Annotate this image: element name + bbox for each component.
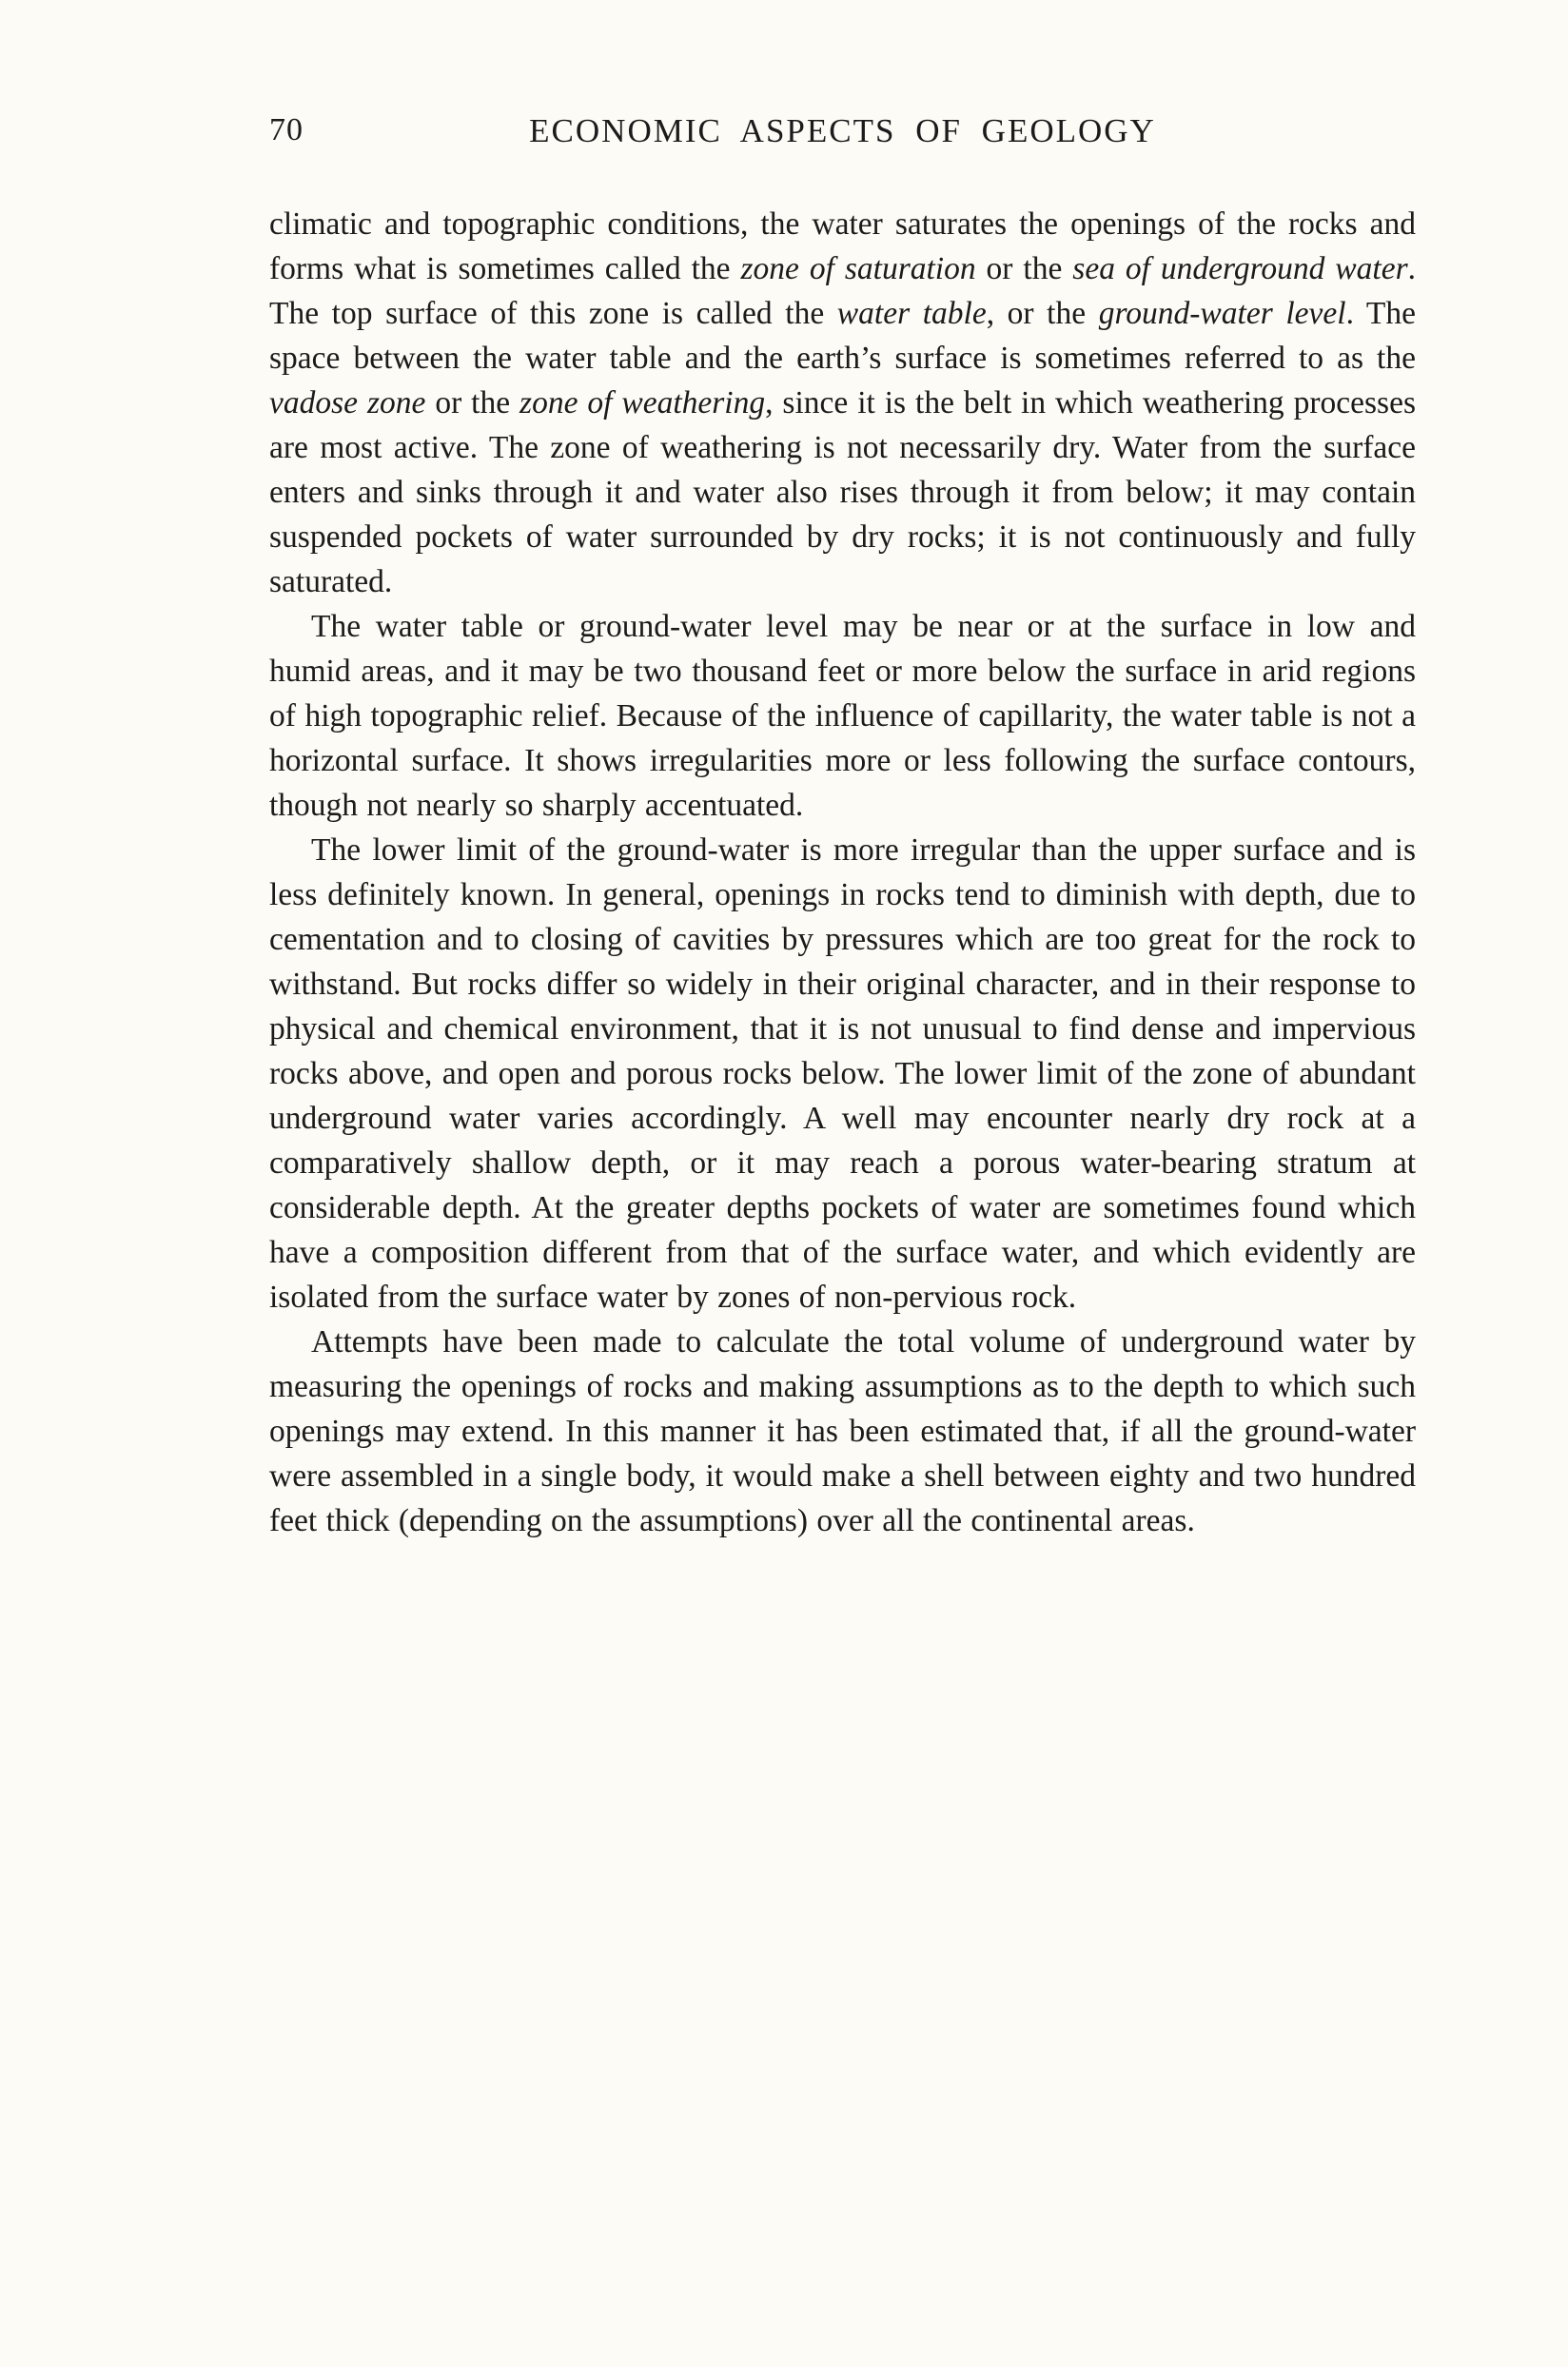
paragraph xyxy=(269,202,1416,604)
page-body xyxy=(269,202,1416,1543)
text-segment: , since it is the belt in which weathering processes are most active. The zone of weathering is not necessarily dry. Water from the surface enters and sinks through it and water also rises through it from below; it may contain suspended pockets of water surrounded by dry rocks; it is not continuously and fully saturated. xyxy=(269,385,1416,599)
paragraph xyxy=(269,1320,1416,1543)
text-segment: . The top surface of this zone is called the xyxy=(269,251,1416,331)
text-segment: or the xyxy=(975,251,1073,286)
paragraph xyxy=(269,604,1416,828)
paragraph xyxy=(269,828,1416,1320)
text-segment: or the xyxy=(425,385,520,421)
text-segment: sea of underground water xyxy=(1072,251,1408,286)
text-segment: zone of saturation xyxy=(740,251,976,286)
page-number: 70 xyxy=(269,112,304,147)
text-segment: water table xyxy=(836,296,987,331)
running-header-title: ECONOMIC ASPECTS OF GEOLOGY xyxy=(529,112,1156,149)
text-segment: The water table or ground-water level may be near or at the surface in low and humid areas, and it may be two thousand feet or more below the surface in arid regions of high topographic relief. Because of the influence of capillarity, the water table is not a horizontal surface. It shows irregularities more or less following the surface contours, though not nearly so sharply accentuated. xyxy=(269,609,1416,823)
text-segment: vadose zone xyxy=(269,385,426,421)
running-head xyxy=(269,112,1416,158)
text-segment: climatic and topographic conditions, the water saturates the openings of the rocks and forms what is sometimes called the xyxy=(269,206,1416,286)
text-segment: ground-water level xyxy=(1098,296,1346,331)
text-segment: Attempts have been made to calculate the total volume of underground water by measuring the openings of rocks and making assumptions as to the depth to which such openings may extend. In this manner it has been estimated that, if all the ground-water were assembled in a single body, it would make a shell between eighty and two hundred feet thick (depending on the assumptions) over all the continental areas. xyxy=(269,1324,1416,1538)
text-segment: , or the xyxy=(986,296,1099,331)
text-segment: zone of weathering xyxy=(519,385,766,421)
text-segment: The lower limit of the ground-water is more irregular than the upper surface and is less definitely known. In general, openings in rocks tend to diminish with depth, due to cementation and to closing of cavities by pressures which are too great for the rock to withstand. But rocks differ so widely in their original character, and in their response to physical and chemical environment, that it is not unusual to find dense and impervious rocks above, and open and porous rocks below. The lower limit of the zone of abundant underground water varies accordingly. A well may encounter nearly dry rock at a comparatively shallow depth, or it may reach a porous water-bearing stratum at considerable depth. At the greater depths pockets of water are sometimes found which have a composition different from that of the surface water, and which evidently are isolated from the surface water by zones of non-pervious rock. xyxy=(269,832,1416,1315)
text-segment: . The space between the water table and the earth’s surface is sometimes referred to as the xyxy=(269,296,1417,376)
